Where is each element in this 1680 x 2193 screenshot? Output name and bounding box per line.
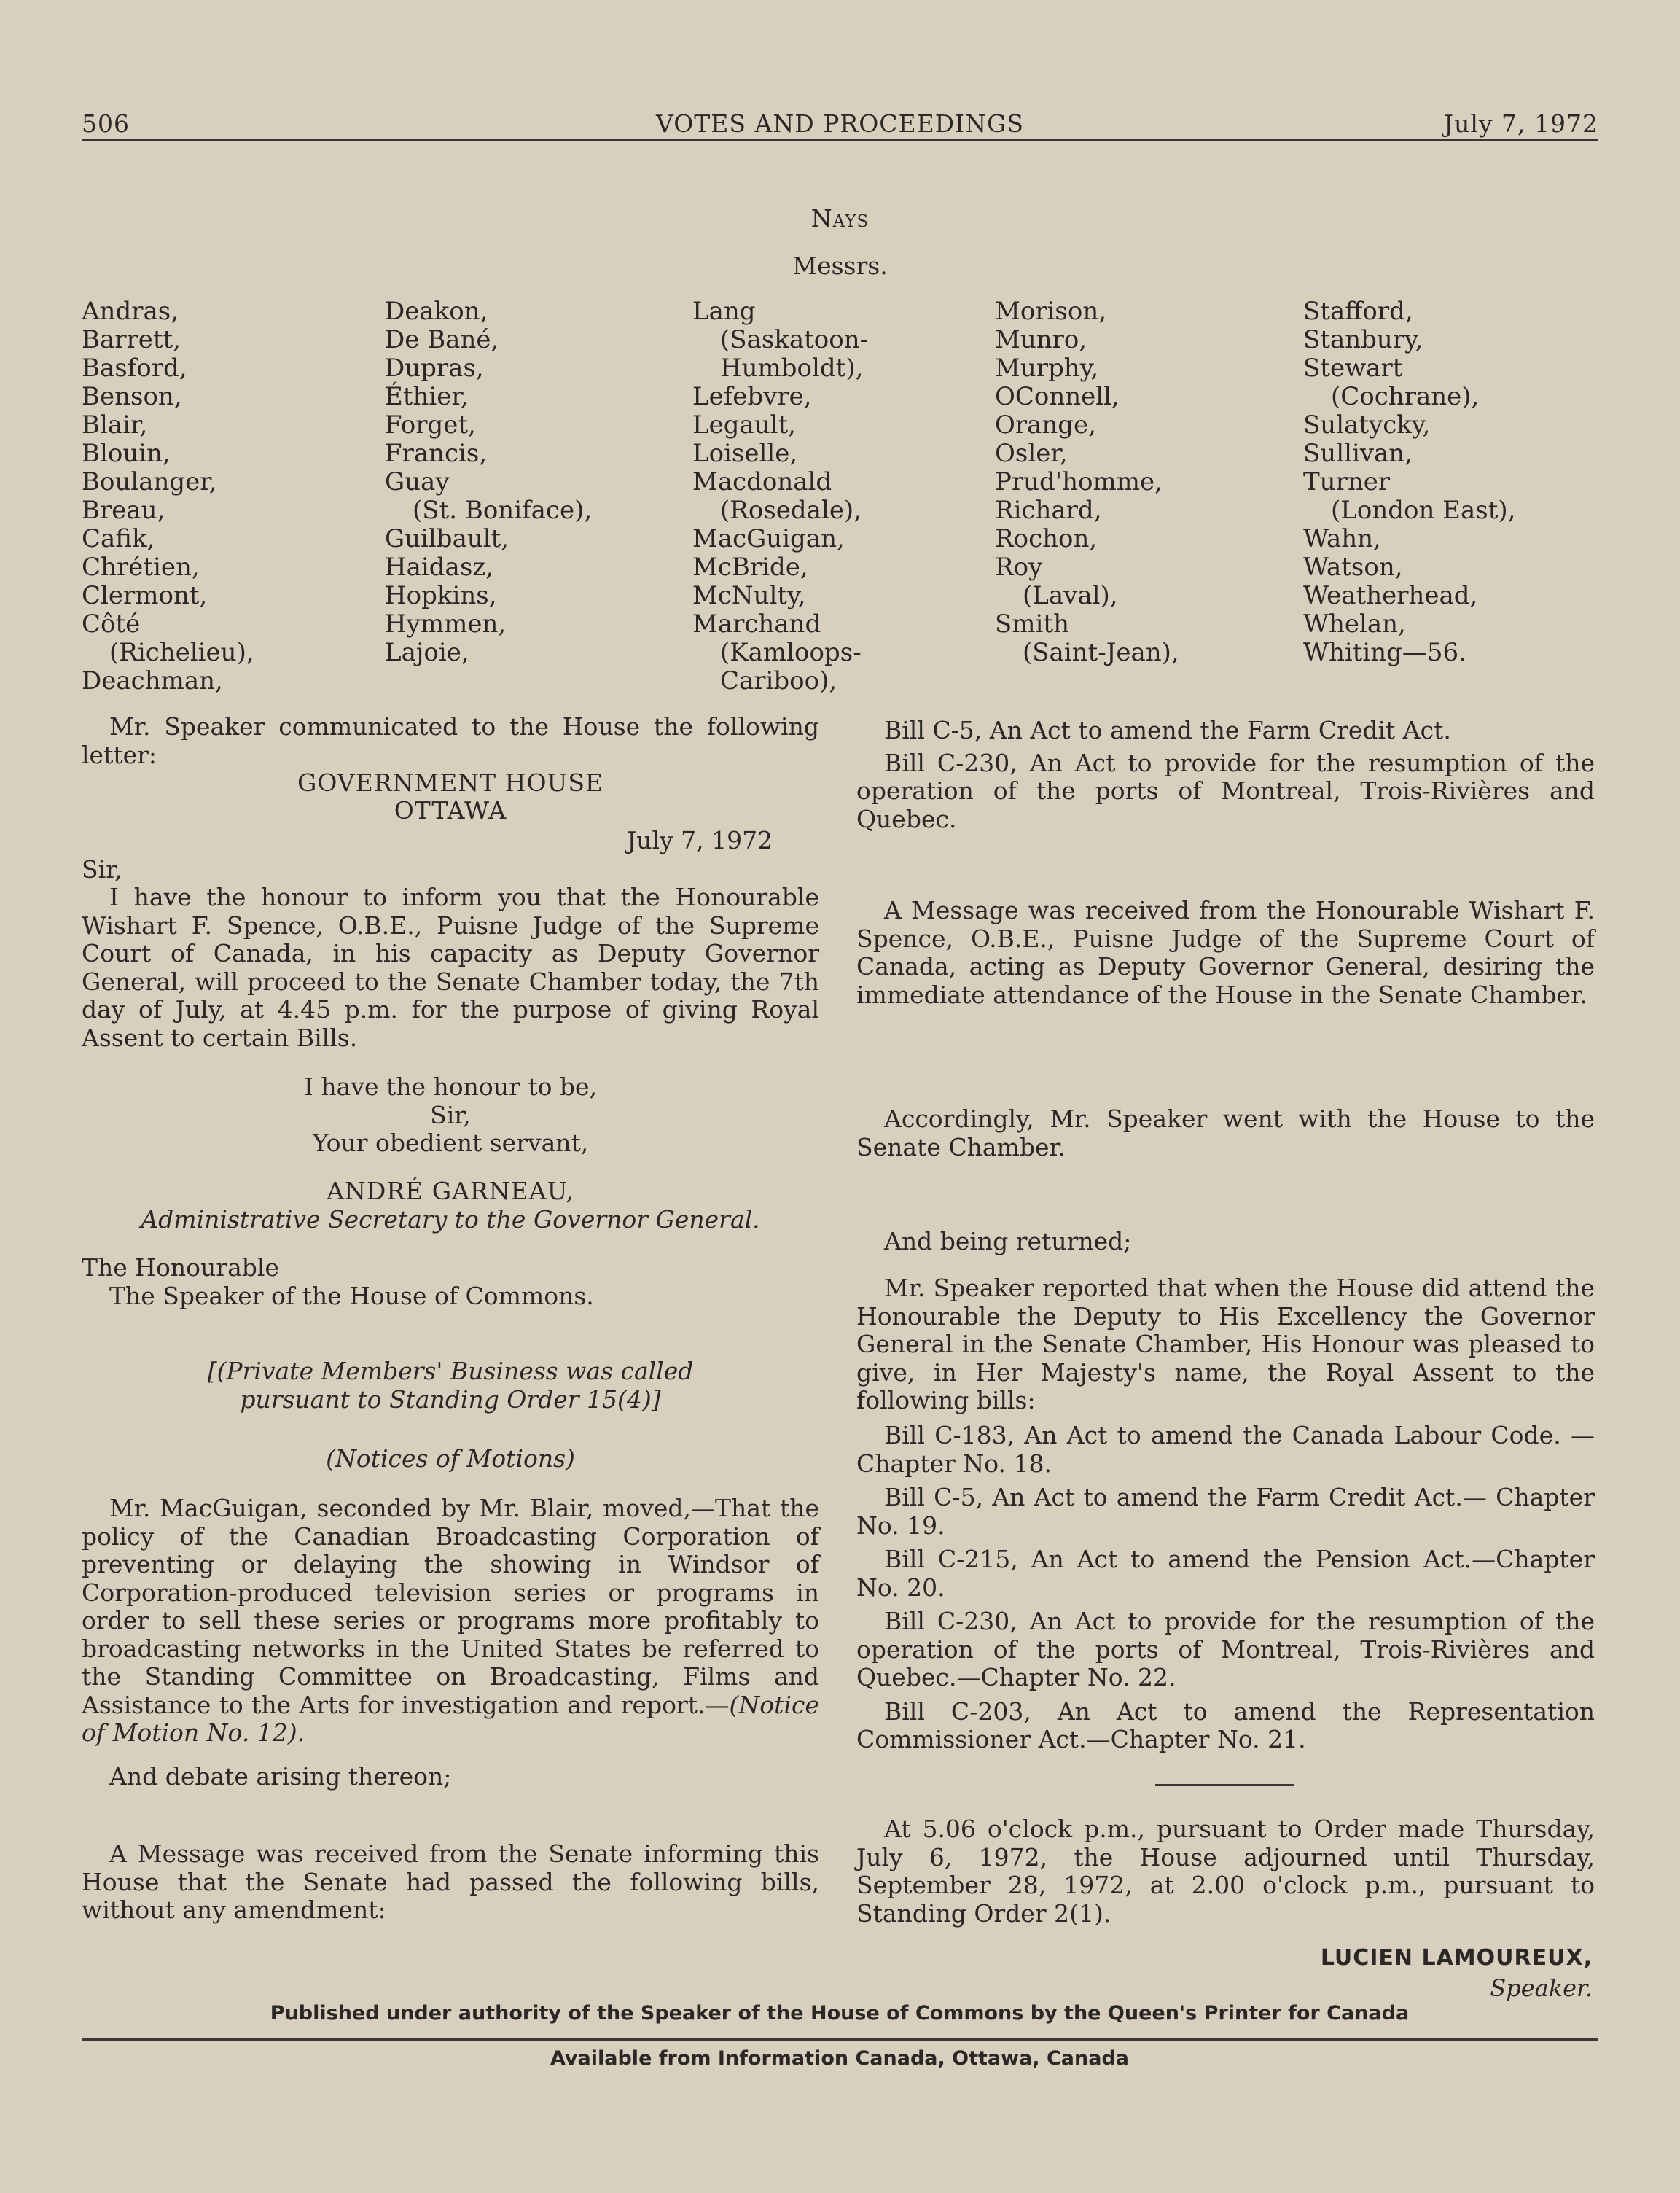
nay-member: Morison,	[995, 297, 1107, 326]
private-members-business	[82, 1358, 819, 1414]
nay-member: Lefebvre,	[692, 382, 812, 411]
nay-member: Boulanger,	[82, 467, 217, 496]
speaker-intro: Mr. Speaker communicated to the House the following letter:	[82, 712, 819, 769]
nay-member: McBride,	[692, 553, 808, 582]
senate-message	[82, 1840, 819, 1925]
page-date: July 7, 1972	[1443, 109, 1598, 138]
nay-member: Orange,	[995, 410, 1096, 440]
pmb-line-1: [(Private Members' Business was called	[207, 1357, 694, 1385]
nay-member: Stanbury,	[1303, 325, 1423, 354]
adjournment	[856, 1815, 1595, 1928]
nay-member: Benson,	[82, 382, 182, 411]
nay-member: Chrétien,	[82, 553, 200, 582]
footer-rule	[82, 2038, 1598, 2041]
nay-member: (Laval),	[1023, 581, 1118, 610]
nay-member: Deakon,	[385, 297, 488, 326]
nay-member: (Cochrane),	[1331, 382, 1480, 411]
published-notice: Published under authority of the Speaker of the House of Commons by the Queen's Printer for Canada	[270, 2002, 1410, 2025]
nay-member: Guay	[385, 467, 450, 496]
returned-text: And being returned;	[884, 1227, 1132, 1255]
addressee-line-2: The Speaker of the House of Commons.	[109, 1281, 594, 1310]
speaker-report-text: Mr. Speaker reported that when the House did attend the Honourable the Deputy to His Excellency the Governor General in the Senate Chamber, His Honour was pleased to give, in Her Majesty's name, the Royal Assent to the following bills:	[856, 1274, 1595, 1414]
nay-member: Guilbault,	[385, 524, 509, 553]
nay-member: Côté	[82, 609, 141, 639]
nay-member: Watson,	[1303, 553, 1403, 582]
nay-member: Legault,	[692, 410, 796, 440]
nay-member: Marchand	[692, 609, 821, 639]
nay-member: (Saint-Jean),	[1023, 638, 1179, 667]
nay-member: (Rosedale),	[720, 496, 862, 525]
nay-member: Weatherhead,	[1303, 581, 1478, 610]
nay-member: Breau,	[82, 496, 165, 525]
nay-member: Turner	[1303, 467, 1391, 496]
nay-member: Andras,	[82, 297, 179, 326]
nay-member: Richard,	[995, 496, 1102, 525]
nay-member: (Saskatoon-	[720, 325, 869, 354]
nay-member: Deachman,	[82, 666, 223, 696]
nay-member: Murphy,	[995, 354, 1099, 383]
nay-member: Blair,	[82, 410, 148, 440]
nay-member: Whiting—56.	[1303, 638, 1466, 667]
availability-notice: Available from Information Canada, Ottawa, Canada	[550, 2047, 1129, 2070]
deputy-message-text: A Message was received from the Honourable Wishart F. Spence, O.B.E., Puisne Judge of the Supreme Court of Canada, acting as Deputy Governor General, desiring the immediate attendance of the House in the Senate Chamber.	[856, 896, 1595, 1009]
assent-bills	[856, 1422, 1595, 1754]
nay-member: (St. Boniface),	[413, 496, 593, 525]
addressee	[82, 1254, 594, 1310]
nay-member: Rochon,	[995, 524, 1098, 553]
nay-member: Francis,	[385, 439, 488, 468]
nay-member: Hopkins,	[385, 581, 497, 610]
government-house: GOVERNMENT HOUSE	[297, 768, 604, 797]
nay-member: MacGuigan,	[692, 524, 845, 553]
signer-name: ANDRÉ GARNEAU,	[327, 1177, 574, 1205]
nays-column-3	[692, 297, 868, 696]
letter-closing	[82, 1073, 819, 1158]
page-number: 506	[82, 109, 130, 138]
debate-text: And debate arising thereon;	[109, 1762, 452, 1791]
nay-member: Hymmen,	[385, 609, 507, 639]
speaker-signature-name: LUCIEN LAMOUREUX,	[1320, 1945, 1593, 1971]
nay-member: Humboldt),	[720, 354, 864, 383]
running-title: VOTES AND PROCEEDINGS	[655, 109, 1025, 138]
nay-member: Osler,	[995, 439, 1068, 468]
nay-member: Stewart	[1303, 354, 1403, 383]
senate-message-text: A Message was received from the Senate informing this House that the Senate had passed the following bills, without any amendment:	[82, 1839, 819, 1924]
letter-body-text: I have the honour to inform you that the Honourable Wishart F. Spence, O.B.E., Puisne Judge of the Supreme Court of Canada, in his capacity as Deputy Governor General, will proceed to the Senate Chamber today, the 7th day of July, at 4.45 p.m. for the purpose of giving Royal Assent to certain Bills.	[82, 883, 819, 1052]
nay-member: Dupras,	[385, 354, 484, 383]
speaker-signature-title: Speaker.	[1490, 1974, 1593, 2002]
nays-heading: Nays	[810, 204, 870, 233]
nay-member: Cariboo),	[720, 666, 837, 696]
ottawa: OTTAWA	[394, 796, 507, 825]
messrs-label: Messrs.	[792, 252, 888, 280]
motion-body: Mr. MacGuigan, seconded by Mr. Blair, moved,—That the policy of the Canadian Broadcasting Corporation of preventing or delaying the showing in Windsor of Corporation-produced television series or programs in order to sell these series or programs more profitably to broadcasting networks in the United States be referred to the Standing Committee on Broadcasting, Films and Assistance to the Arts for investigation and report.—	[82, 1494, 819, 1719]
nay-member: OConnell,	[995, 382, 1120, 411]
addressee-line-1: The Honourable	[82, 1253, 279, 1282]
nay-member: Wahn,	[1303, 524, 1381, 553]
nay-member: Prud'homme,	[995, 467, 1163, 496]
pmb-line-2: pursuant to Standing Order 15(4)]	[240, 1384, 661, 1414]
speaker-report	[856, 1274, 1595, 1415]
nay-member: Clermont,	[82, 581, 208, 610]
assent-bill-c230: Bill C-230, An Act to provide for the resumption of the operation of the ports of Montreal, Trois-Rivières and Quebec.—Chapter No. 22.	[856, 1607, 1595, 1691]
nays-column-2	[385, 297, 592, 667]
nay-member: (London East),	[1331, 496, 1516, 525]
nay-member: Barrett,	[82, 325, 181, 354]
nays-column-5	[1303, 297, 1515, 667]
nay-member: Lajoie,	[385, 638, 469, 667]
nay-member: Éthier,	[385, 382, 469, 411]
nays-column-1	[82, 297, 254, 696]
nay-member: Forget,	[385, 410, 476, 440]
motion	[82, 1495, 819, 1748]
assent-bill-c215: Bill C-215, An Act to amend the Pension Act.—Chapter No. 20.	[856, 1545, 1595, 1602]
nays-column-4	[995, 297, 1179, 667]
closing-line-1: I have the honour to be,	[303, 1072, 598, 1101]
debate	[82, 1763, 819, 1791]
nay-member: Macdonald	[692, 467, 832, 496]
accordingly	[856, 1105, 1595, 1161]
nay-member: (Kamloops-	[720, 638, 862, 667]
motion-text	[82, 1495, 819, 1748]
assent-bill-c5: Bill C-5, An Act to amend the Farm Credit Act.— Chapter No. 19.	[856, 1483, 1595, 1540]
bill-c5: Bill C-5, An Act to amend the Farm Credit Act.	[884, 716, 1451, 744]
assent-bill-c203: Bill C-203, An Act to amend the Representation Commissioner Act.—Chapter No. 21.	[856, 1697, 1595, 1753]
nay-member: (Richelieu),	[109, 638, 254, 667]
nay-member: Sulatycky,	[1303, 410, 1431, 440]
nay-member: Cafik,	[82, 524, 155, 553]
adjournment-text: At 5.06 o'clock p.m., pursuant to Order made Thursday, July 6, 1972, the House adjourned until Thursday, September 28, 1972, at 2.00 o'clock p.m., pursuant to Standing Order 2(1).	[856, 1815, 1595, 1928]
nay-member: McNulty,	[692, 581, 806, 610]
returned	[856, 1228, 1595, 1256]
nay-member: Blouin,	[82, 439, 171, 468]
deputy-governor-message	[856, 897, 1595, 1009]
nay-member: Haidasz,	[385, 553, 493, 582]
nay-member: Loiselle,	[692, 439, 798, 468]
nay-member: Smith	[995, 609, 1069, 639]
letterhead	[82, 769, 819, 825]
header-rule	[82, 139, 1598, 141]
nay-member: Stafford,	[1303, 297, 1413, 326]
closing-line-3: Your obedient servant,	[312, 1129, 589, 1157]
nay-member: Sullivan,	[1303, 439, 1413, 468]
speaker-communication	[82, 713, 819, 769]
notices-of-motions: (Notices of Motions)	[326, 1444, 575, 1473]
closing-line-2: Sir,	[430, 1100, 471, 1129]
bill-c230: Bill C-230, An Act to provide for the resumption of the operation of the ports of Montreal, Trois-Rivières and Quebec.	[856, 748, 1595, 833]
salutation: Sir,	[82, 855, 122, 884]
nay-member: Roy	[995, 553, 1043, 582]
signer-title: Administrative Secretary to the Governor General.	[141, 1205, 760, 1234]
nay-member: Lang	[692, 297, 756, 326]
nay-member: Basford,	[82, 354, 187, 383]
assent-bill-c183: Bill C-183, An Act to amend the Canada Labour Code. —Chapter No. 18.	[856, 1421, 1595, 1478]
motion-notice: (Notice of Motion No. 12).	[82, 1690, 819, 1747]
accordingly-text: Accordingly, Mr. Speaker went with the House to the Senate Chamber.	[856, 1105, 1595, 1161]
nay-member: De Bané,	[385, 325, 499, 354]
nay-member: Whelan,	[1303, 609, 1406, 639]
nay-member: Munro,	[995, 325, 1087, 354]
letter-body	[82, 884, 819, 1052]
senate-bills	[856, 717, 1595, 833]
section-rule	[1155, 1784, 1294, 1786]
letter-date: July 7, 1972	[627, 826, 773, 854]
